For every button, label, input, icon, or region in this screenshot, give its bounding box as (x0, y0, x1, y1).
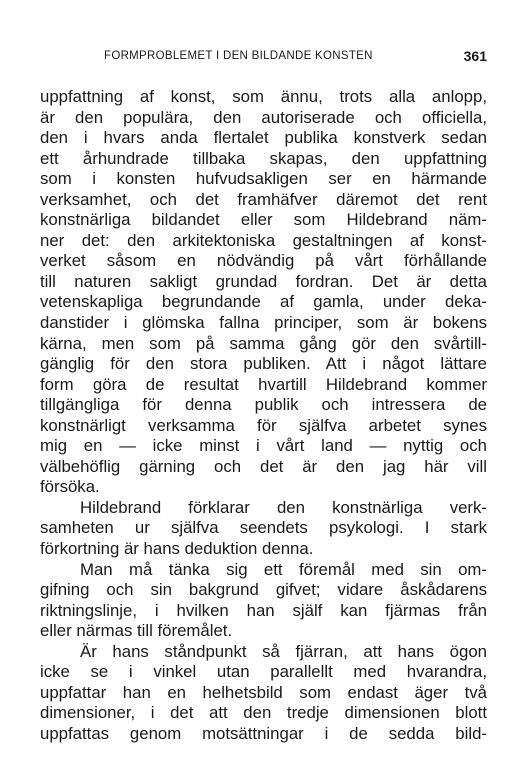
text-line: ett århundrade tillbaka skapas, den uppfattning (40, 148, 487, 168)
text-line: riktningslinje, i hvilken han själf kan fjärmas från (40, 600, 487, 620)
text-line: kärna, men som på samma gång gör den svårtill- (40, 333, 487, 353)
text-line: till naturen sakligt grundad fordran. Det är detta (40, 271, 487, 291)
text-line: tillgängliga för denna publik och intressera de (40, 395, 487, 415)
text-line: Man må tänka sig ett föremål med sin om- (80, 559, 487, 579)
text-line: den i hvars anda flertalet publika konstverk sedan (40, 128, 487, 148)
text-line: samheten ur själfva seendets psykologi. I stark (40, 518, 487, 538)
text-line: konstnärligt verksamma för själfva arbetet synes (40, 415, 487, 435)
text-line: uppfattar han en helhetsbild som endast äger två (40, 682, 487, 702)
text-line: försöka. (40, 477, 100, 497)
text-line: vetenskapliga begrundande af gamla, under deka- (40, 292, 487, 312)
text-line: ner det: den arkitektoniska gestaltningen af konst- (40, 230, 487, 250)
text-line: danstider i glömska fallna principer, som är bokens (40, 313, 487, 333)
text-line: är den populära, den autoriserade och officiella, (40, 107, 487, 127)
text-line: form göra de resultat hvartill Hildebrand kommer (40, 374, 487, 394)
text-line: verksamhet, och det framhäfver däremot det rent (40, 189, 487, 209)
text-line: förkortning är hans deduktion denna. (40, 539, 314, 559)
text-line: icke se i vinkel utan parallellt med hvarandra, (40, 662, 487, 682)
text-line: uppfattning af konst, som ännu, trots alla anlopp, (40, 87, 487, 106)
page-number: 361 (463, 48, 487, 64)
running-head (40, 48, 487, 68)
text-line: Hildebrand förklarar den konstnärliga verk- (80, 497, 487, 517)
text-line: välbehöflig gärning och det är den jag här vill (40, 456, 487, 476)
text-line: verket såsom en nödvändig på vårt förhållande (40, 251, 487, 271)
text-line: gänglig för den stora publiken. Att i något lättare (40, 354, 487, 374)
body-text (40, 87, 487, 745)
text-line: konstnärliga bildandet eller som Hildebrand näm- (40, 210, 487, 230)
text-line: Är hans ståndpunkt så fjärran, att hans ögon (80, 641, 487, 661)
text-line: gifning och sin bakgrund gifvet; vidare åskådarens (40, 580, 487, 600)
running-title: FORMPROBLEMET I DEN BILDANDE KONSTEN (104, 50, 373, 62)
text-line: mig en — icke minst i vårt land — nyttig och (40, 436, 487, 456)
text-line: dimensioner, i det att den tredje dimensionen blott (40, 703, 487, 723)
text-line: som i konsten hufvudsakligen ser en härmande (40, 169, 487, 189)
text-line: eller närmas till föremålet. (40, 621, 233, 641)
text-line: uppfattas genom motsättningar i de sedda bild- (40, 723, 487, 743)
